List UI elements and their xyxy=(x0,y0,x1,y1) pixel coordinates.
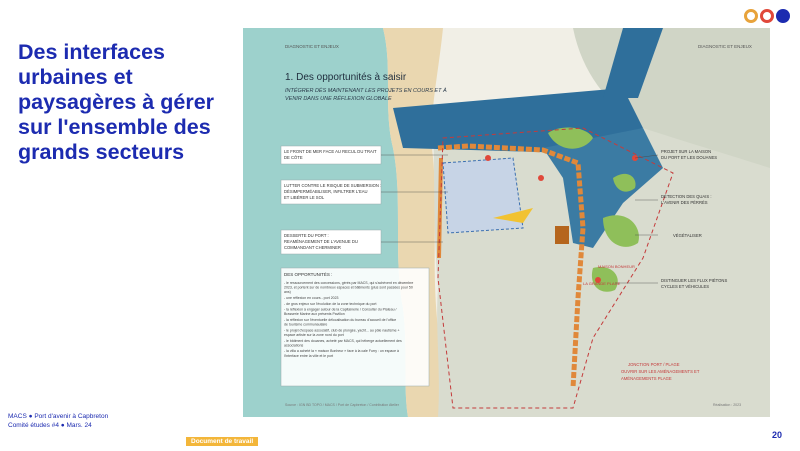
svg-text:DISTINGUER LES FLUX PIÉTONS: DISTINGUER LES FLUX PIÉTONS xyxy=(661,278,728,283)
footer-info xyxy=(8,412,108,430)
fig-header-left: DIAGNOSTIC ET ENJEUX xyxy=(285,44,339,49)
fig-subheading-1: INTÉGRER DÈS MAINTENANT LES PROJETS EN COURS ET À xyxy=(285,88,447,94)
svg-text:VÉGÉTALISER: VÉGÉTALISER xyxy=(673,233,702,238)
status-badge: Document de travail xyxy=(186,437,258,446)
opportunities-title: DES OPPORTUNITÉS : xyxy=(284,272,333,277)
svg-text:DE CÔTE: DE CÔTE xyxy=(284,155,303,160)
map-label-plage: LA GRANDE PLAGE xyxy=(583,281,621,286)
logo-circle-red xyxy=(760,9,774,23)
logo-circle-blue xyxy=(776,9,790,23)
svg-text:PROJET SUR LA MAISON: PROJET SUR LA MAISON xyxy=(661,149,712,154)
svg-text:ET LIBÉRER LE SOL: ET LIBÉRER LE SOL xyxy=(284,195,325,200)
opportunity-item: - de gros enjeux sur l'évolution de la zone technique du port xyxy=(284,301,377,306)
opportunity-item: - le bâtiment des douanes, acheté par MACS, qui héberge actuellement des associations xyxy=(284,338,402,348)
svg-text:CYCLES ET VÉHICULES: CYCLES ET VÉHICULES xyxy=(661,284,710,289)
footer-line-1: MACS ● Port d'avenir à Capbreton xyxy=(8,413,109,420)
svg-text:DÉSIMPERMÉABILISER, INFILTRER: DÉSIMPERMÉABILISER, INFILTRER L'EAU xyxy=(284,189,368,194)
map-label-maison: MAISON BONHEUR xyxy=(598,264,635,269)
caption-left: Source : IGN BD TOPO / MACS / Port de Capbreton / Contribution Atelier xyxy=(285,403,399,407)
bottom-right-label-2: OUVRIR SUR LES AMÉNAGEMENTS ET xyxy=(621,369,700,374)
page-title: Des interfaces urbaines et paysagères à gérer sur l'ensemble des grands secteurs xyxy=(18,40,215,164)
bottom-right-label-3: AMÉNAGEMENTS PLAGE xyxy=(621,376,672,381)
caption-right: Réalisation : 2023 xyxy=(713,403,742,407)
opportunities-box xyxy=(281,268,429,386)
opportunity-item: - la villa a acheté la « maison Bonheur » face à la cale Furry : un espace à l'interface entre la ville et le port xyxy=(284,349,399,358)
planning-map-figure xyxy=(243,28,770,417)
svg-text:DÉTECTION DES QUAIS :: DÉTECTION DES QUAIS : xyxy=(661,194,712,199)
brand-logo xyxy=(744,9,790,23)
svg-text:REAMÉNAGEMENT DE L'AVENUE DU: REAMÉNAGEMENT DE L'AVENUE DU xyxy=(284,239,358,244)
svg-text:COMMANDANT CHERMINER: COMMANDANT CHERMINER xyxy=(284,245,341,250)
logo-circle-orange xyxy=(744,9,758,23)
opportunity-item: - le ressourcement des concessions, gérés par MACS, qui s'achèvent en décembre 2023, et portent sur de nombreux espaces et bâtiments (plus sont passées pour 50 ans) xyxy=(284,281,414,295)
opportunity-item: - la réflexion sur l'éventuelle délocalisation du bureau d'accueil de l'office de tourisme communautaire xyxy=(284,318,397,327)
fig-header-right: DIAGNOSTIC ET ENJEUX xyxy=(698,44,752,49)
footer-line-2: Comité études #4 ● Mars. 24 xyxy=(8,422,92,429)
page-number: 20 xyxy=(771,430,782,440)
opportunity-item: - le projet d'espace associatif, club de plongée, yacht... au pôle nautisme + espace artiste sur la zone nord du port xyxy=(284,328,400,337)
opportunity-item: - une réflexion en cours - port 2023 xyxy=(284,296,339,300)
svg-text:DU PORT ET LES DOUANES: DU PORT ET LES DOUANES xyxy=(661,155,718,160)
fig-heading: 1. Des opportunités à saisir xyxy=(285,72,407,83)
bottom-right-label-1: JONCTION PORT / PLAGE xyxy=(628,362,680,367)
opportunity-item: - la réflexion à engager autour de la Capitainerie / Consulter du Plateau / Brasserie Marine aux présents Pavillon xyxy=(284,307,397,317)
svg-text:LUTTER CONTRE LE RISQUE DE SUB: LUTTER CONTRE LE RISQUE DE SUBMERSION : xyxy=(284,183,382,188)
svg-text:L'AVENIR DES PÉRRÉS: L'AVENIR DES PÉRRÉS xyxy=(661,200,708,205)
svg-text:DESSERTE DU PORT :: DESSERTE DU PORT : xyxy=(284,233,329,238)
fig-subheading-2: VENIR DANS UNE RÉFLEXION GLOBALE xyxy=(285,96,392,102)
svg-text:LE FRONT DE MER FACE AU RECUL: LE FRONT DE MER FACE AU RECUL DU TRAIT xyxy=(284,149,377,154)
